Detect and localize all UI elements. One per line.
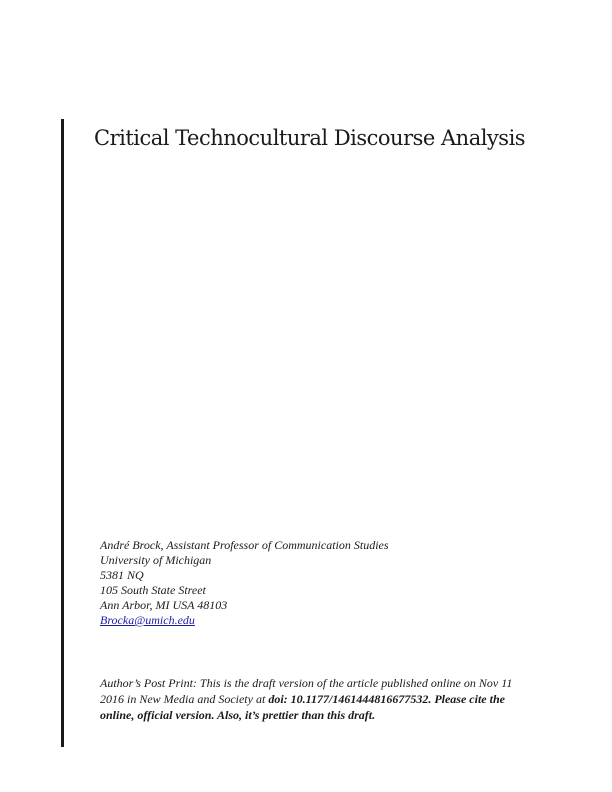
note-line-3 bbox=[100, 707, 590, 723]
author-email-link[interactable]: Brocka@umich.edu bbox=[100, 613, 195, 627]
note-cite-text: online, official version. Also, it’s prettier than this draft. bbox=[100, 708, 376, 722]
author-email-line bbox=[100, 613, 389, 628]
author-city-line: Ann Arbor, MI USA 48103 bbox=[100, 598, 228, 612]
note-line-1: Author’s Post Print: This is the draft version of the article published online on Nov 11 bbox=[100, 676, 513, 690]
author-name-line: André Brock, Assistant Professor of Communication Studies bbox=[100, 538, 389, 552]
author-office-line: 5381 NQ bbox=[100, 568, 144, 582]
note-doi-text: doi: 10.1177/1461444816677532. Please cite the bbox=[268, 692, 505, 706]
post-print-note bbox=[100, 675, 590, 723]
document-title: Critical Technocultural Discourse Analysis bbox=[94, 126, 526, 150]
author-street-line: 105 South State Street bbox=[100, 583, 206, 597]
note-line-2-text: 2016 in New Media and Society at bbox=[100, 692, 269, 706]
author-affiliation-line: University of Michigan bbox=[100, 553, 212, 567]
author-info-block bbox=[100, 538, 389, 628]
left-margin-rule bbox=[61, 119, 64, 747]
note-line-2 bbox=[100, 691, 590, 707]
